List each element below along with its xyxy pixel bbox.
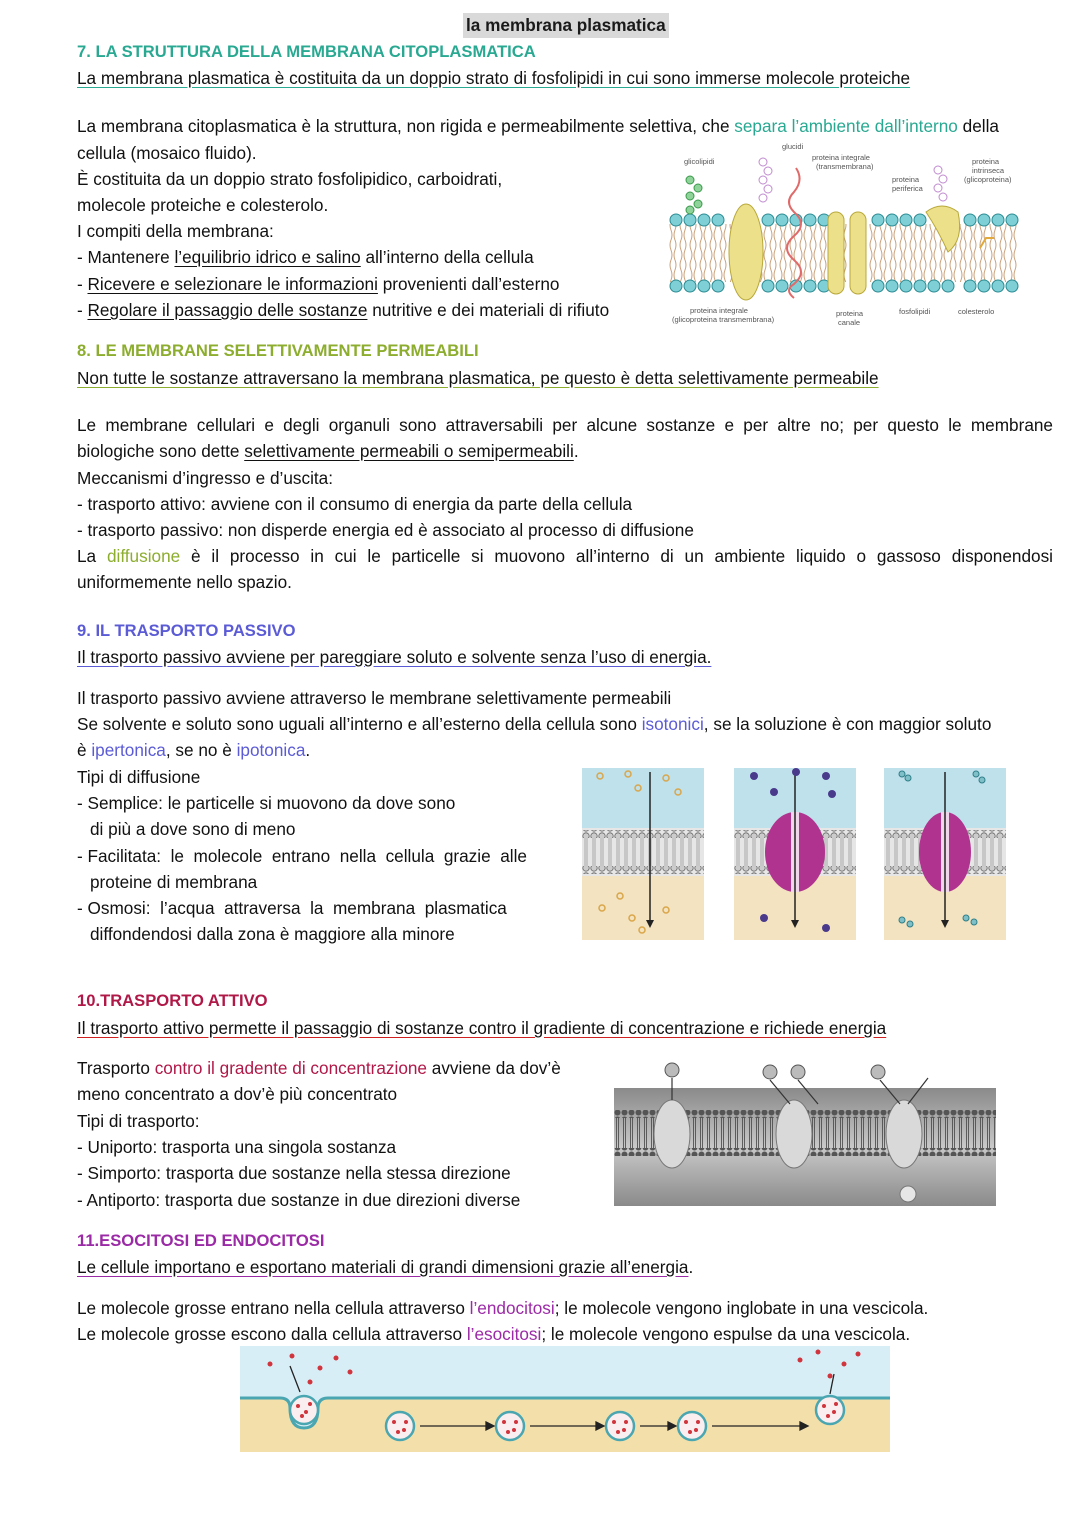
label-bottom-integrale-2: (glicoproteina transmembrana) <box>672 315 775 324</box>
s10-paragraph-1-line2: meno concentrato a dov’è più concentrato <box>77 1084 398 1104</box>
section-7-heading: 7. LA STRUTTURA DELLA MEMBRANA CITOPLASMATICA <box>77 42 536 61</box>
s9-type-simple: - Semplice: le particelle si muovono da dove sono <box>77 793 456 813</box>
page-title: la membrana plasmatica <box>463 13 669 38</box>
label-glucidi: glucidi <box>782 142 804 151</box>
s7-task-2: - Ricevere e selezionare le informazioni provenienti dall’esterno <box>77 274 560 294</box>
s7-task-3: - Regolare il passaggio delle sostanze nutritive e dei materiali di rifiuto <box>77 300 610 320</box>
section-11-summary: Le cellule importano e esportano materiali di grandi dimensioni grazie all’energia. <box>77 1257 694 1277</box>
s7-paragraph-1-line2: cellula (mosaico fluido). <box>77 143 257 163</box>
s9-type-simple-line2: di più a dove sono di meno <box>90 819 296 839</box>
s8-mechanism-active: - trasporto attivo: avviene con il consumo di energia da parte della cellula <box>77 494 633 514</box>
s10-type-symport: - Simporto: trasporta due sostanze nella stessa direzione <box>77 1163 511 1183</box>
label-proteina-periferica-2: periferica <box>892 184 923 193</box>
facilitated-diffusion-panel <box>734 768 856 940</box>
s10-type-uniport: - Uniporto: trasporta una singola sostanza <box>77 1137 397 1157</box>
s7-paragraph-2-line2: molecole proteiche e colesterolo. <box>77 195 329 215</box>
passive-transport-figure <box>582 768 1008 940</box>
s9-type-osmosis: - Osmosi: l’acqua attraversa la membrana plasmatica <box>77 898 507 918</box>
section-9-heading: 9. IL TRASPORTO PASSIVO <box>77 621 296 640</box>
label-glicolipidi: glicolipidi <box>684 157 715 166</box>
section-11-heading: 11.ESOCITOSI ED ENDOCITOSI <box>77 1231 325 1250</box>
active-transport-figure <box>614 1060 996 1208</box>
s8-paragraph-1: Le membrane cellulari e degli organuli sono attraversabili per alcune sostanze e per altre no; per questo le membrane <box>77 415 1053 435</box>
s9-paragraph-2: Se solvente e soluto sono uguali all’interno e all’esterno della cellula sono isotonici, se la soluzione è con maggior soluto <box>77 714 992 734</box>
section-10-heading: 10.TRASPORTO ATTIVO <box>77 991 268 1010</box>
glucidi-chain <box>759 158 772 202</box>
section-8-summary: Non tutte le sostanze attraversano la membrana plasmatica, pe questo è detta selettivamente permeabile <box>77 368 879 388</box>
s7-task-1: - Mantenere l’equilibrio idrico e salino all’interno della cellula <box>77 247 534 267</box>
osmosis-panel <box>884 768 1006 940</box>
section-7-summary: La membrana plasmatica è costituita da un doppio strato di fosfolipidi in cui sono immerse molecole proteiche <box>77 68 911 88</box>
label-proteina-intrinseca-1: proteina <box>972 157 1000 166</box>
s9-paragraph-1: Il trasporto passivo avviene attraverso le membrane selettivamente permeabili <box>77 688 672 708</box>
section-8-heading: 8. LE MEMBRANE SELETTIVAMENTE PERMEABILI <box>77 341 479 360</box>
s9-types-title: Tipi di diffusione <box>77 767 201 787</box>
s9-type-facilitated-line2: proteine di membrana <box>90 872 258 892</box>
membrane-structure-figure <box>668 140 1028 332</box>
glycolipid-chain <box>686 176 702 214</box>
label-colesterolo: colesterolo <box>958 307 995 316</box>
s9-paragraph-3: è ipertonica, se no è ipotonica. <box>77 740 311 760</box>
label-proteina-periferica-1: proteina <box>892 175 920 184</box>
s8-diffusion-definition-line2: uniformemente nello spazio. <box>77 572 292 592</box>
s9-type-osmosis-line2: diffondendosi dalla zona è maggiore alla minore <box>90 924 455 944</box>
section-10-summary: Il trasporto attivo permette il passaggio di sostanze contro il gradiente di concentrazione e richiede energia <box>77 1018 887 1038</box>
endo-exocytosis-figure <box>240 1346 890 1452</box>
s10-paragraph-1: Trasporto contro il gradente di concentrazione avviene da dov’è <box>77 1058 561 1078</box>
s8-mechanism-passive: - trasporto passivo: non disperde energia ed è associato al processo di diffusione <box>77 520 694 540</box>
section-9-summary: Il trasporto passivo avviene per pareggiare soluto e solvente senza l’uso di energia. <box>77 647 712 667</box>
s10-type-antiport: - Antiporto: trasporta due sostanze in due direzioni diverse <box>77 1190 521 1210</box>
label-bottom-integrale-1: proteina integrale <box>690 306 748 315</box>
s11-paragraph-exocytosis: Le molecole grosse escono dalla cellula attraverso l’esocitosi; le molecole vengono espulse da una vescicola. <box>77 1324 911 1344</box>
glycoprotein-chain <box>934 166 947 201</box>
channel-protein-left <box>828 212 844 294</box>
s11-paragraph-endocytosis: Le molecole grosse entrano nella cellula attraverso l’endocitosi; le molecole vengono inglobate in una vescicola. <box>77 1298 929 1318</box>
s7-paragraph-1: La membrana citoplasmatica è la struttura, non rigida e permeabilmente selettiva, che separa l’ambiente dall’interno della <box>77 116 999 136</box>
s8-mechanisms-title: Meccanismi d’ingresso e d’uscita: <box>77 468 334 488</box>
label-proteina-canale-2: canale <box>838 318 861 327</box>
s7-tasks-title: I compiti della membrana: <box>77 221 274 241</box>
s7-paragraph-2: È costituita da un doppio strato fosfolipidico, carboidrati, <box>77 169 503 189</box>
s10-types-title: Tipi di trasporto: <box>77 1111 200 1131</box>
s8-paragraph-1-line2: biologiche sono dette selettivamente permeabili o semipermeabili. <box>77 441 579 461</box>
integral-glycoprotein <box>729 204 763 300</box>
label-proteina-intrinseca-2: intrinseca <box>972 166 1005 175</box>
label-proteina-canale-1: proteina <box>836 309 864 318</box>
label-fosfolipidi: fosfolipidi <box>899 307 931 316</box>
label-transmembrana: (transmembrana) <box>816 162 874 171</box>
label-proteina-integrale: proteina integrale <box>812 153 870 162</box>
s8-diffusion-definition: La diffusione è il processo in cui le particelle si muovono all’interno di un ambiente liquido o gassoso disponendosi <box>77 546 1053 566</box>
s9-type-facilitated: - Facilitata: le molecole entrano nella cellula grazie alle <box>77 846 527 866</box>
label-glicoproteina: (glicoproteina) <box>964 175 1012 184</box>
simple-diffusion-panel <box>582 768 704 940</box>
channel-protein-right <box>850 212 866 294</box>
